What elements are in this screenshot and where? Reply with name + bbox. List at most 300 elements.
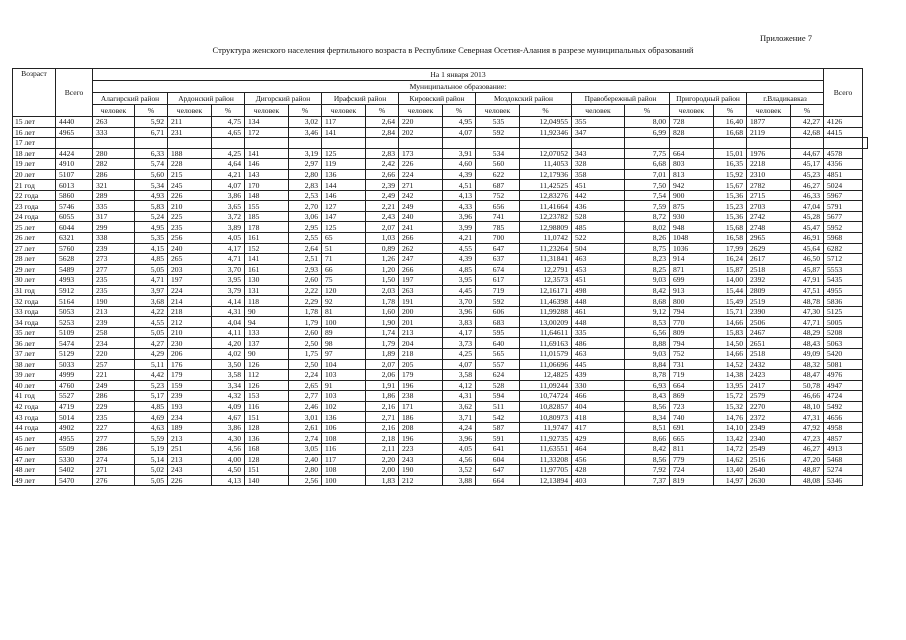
percent-cell: 5,02	[135, 465, 168, 476]
table-row	[13, 275, 868, 286]
percent-cell: 4,05	[443, 443, 476, 454]
unit-percent-header: %	[289, 105, 322, 117]
count-cell: 451	[572, 180, 625, 191]
total-right-cell: 5081	[824, 359, 863, 370]
count-cell: 2742	[747, 211, 791, 222]
percent-cell: 3,88	[443, 475, 476, 486]
count-cell: 624	[476, 370, 520, 381]
count-cell: 179	[399, 370, 443, 381]
count-cell: 201	[399, 317, 443, 328]
table-row	[13, 169, 868, 180]
percent-cell: 0,89	[366, 243, 399, 254]
percent-cell: 46,27	[791, 443, 824, 454]
count-cell: 98	[322, 338, 366, 349]
percent-cell: 14,52	[714, 359, 747, 370]
percent-cell: 8,51	[625, 422, 670, 433]
percent-cell: 2,80	[289, 169, 322, 180]
count-cell: 1048	[670, 233, 714, 244]
total-right-cell: 4724	[824, 391, 863, 402]
percent-cell: 4,33	[443, 201, 476, 212]
percent-cell: 2,71	[366, 412, 399, 423]
age-cell: 34 года	[13, 317, 56, 328]
count-cell: 299	[93, 222, 135, 233]
count-cell: 779	[670, 454, 714, 465]
count-cell: 641	[476, 443, 520, 454]
count-cell: 103	[322, 370, 366, 381]
count-cell: 828	[670, 127, 714, 138]
count-cell: 819	[670, 475, 714, 486]
percent-cell: 4,20	[212, 338, 245, 349]
count-cell: 186	[399, 412, 443, 423]
count-cell: 2703	[747, 201, 791, 212]
percent-cell: 45,64	[791, 243, 824, 254]
count-cell: 740	[670, 412, 714, 423]
percent-cell: 3,19	[289, 148, 322, 159]
percent-cell: 4,85	[443, 264, 476, 275]
percent-cell: 16,40	[714, 117, 747, 128]
count-cell: 103	[322, 391, 366, 402]
count-cell: 448	[572, 296, 625, 307]
percent-cell: 11,31841	[520, 254, 572, 265]
age-cell: 18 лет	[13, 148, 56, 159]
count-cell: 528	[572, 211, 625, 222]
count-cell: 116	[245, 401, 289, 412]
percent-cell: 47,23	[791, 433, 824, 444]
count-cell: 242	[399, 190, 443, 201]
percent-cell: 45,17	[791, 159, 824, 170]
percent-cell: 2,16	[366, 401, 399, 412]
age-cell: 37 лет	[13, 349, 56, 360]
percent-cell: 12,23782	[520, 211, 572, 222]
percent-cell: 1,50	[366, 275, 399, 286]
count-cell: 231	[168, 127, 212, 138]
total-cell: 5107	[56, 169, 93, 180]
percent-cell: 11,01579	[520, 349, 572, 360]
count-cell: 108	[322, 465, 366, 476]
percent-cell: 14,00	[714, 275, 747, 286]
count-cell: 211	[168, 117, 212, 128]
age-cell: 21 год	[13, 180, 56, 191]
table-row	[13, 465, 868, 476]
percent-cell: 2,70	[289, 201, 322, 212]
count-cell: 137	[245, 338, 289, 349]
age-cell: 33 года	[13, 306, 56, 317]
age-cell: 23 года	[13, 201, 56, 212]
count-cell: 2432	[747, 359, 791, 370]
count-cell: 699	[670, 275, 714, 286]
age-cell: 49 лет	[13, 475, 56, 486]
count-cell: 116	[322, 443, 366, 454]
percent-cell: 15,32	[714, 401, 747, 412]
count-cell: 428	[572, 465, 625, 476]
total-cell: 4719	[56, 401, 93, 412]
count-cell: 200	[399, 306, 443, 317]
total-right-cell: 4126	[824, 117, 863, 128]
percent-cell: 3,46	[289, 127, 322, 138]
count-cell: 226	[168, 475, 212, 486]
percent-cell: 13,42	[714, 433, 747, 444]
count-cell: 445	[572, 359, 625, 370]
total-right-cell: 4958	[824, 422, 863, 433]
percent-cell: 4,17	[443, 327, 476, 338]
percent-cell: 4,69	[135, 412, 168, 423]
table-row	[13, 180, 868, 191]
percent-cell: 14,50	[714, 338, 747, 349]
percent-cell: 4,55	[443, 243, 476, 254]
count-cell: 125	[322, 148, 366, 159]
age-cell: 19 лет	[13, 159, 56, 170]
district-header: Алагирский район	[93, 93, 168, 105]
percent-cell: 2,11	[366, 443, 399, 454]
count-cell	[93, 138, 135, 149]
count-cell: 210	[168, 201, 212, 212]
count-cell: 224	[168, 285, 212, 296]
unit-header-row	[13, 105, 868, 117]
count-cell: 155	[245, 201, 289, 212]
percent-cell: 4,51	[443, 180, 476, 191]
percent-cell: 44,67	[791, 148, 824, 159]
count-cell: 1036	[670, 243, 714, 254]
percent-cell: 5,05	[135, 475, 168, 486]
count-cell: 245	[168, 180, 212, 191]
count-cell: 100	[322, 475, 366, 486]
percent-cell: 3,79	[212, 285, 245, 296]
count-cell: 247	[399, 254, 443, 265]
percent-cell: 4,85	[135, 401, 168, 412]
age-cell: 38 лет	[13, 359, 56, 370]
percent-cell: 4,93	[135, 190, 168, 201]
percent-cell: 6,56	[625, 327, 670, 338]
count-cell: 347	[572, 127, 625, 138]
percent-cell: 2,39	[366, 180, 399, 191]
percent-cell: 3,68	[135, 296, 168, 307]
count-cell: 2423	[747, 370, 791, 381]
count-cell: 2518	[747, 264, 791, 275]
count-cell: 188	[168, 148, 212, 159]
count-cell: 178	[245, 222, 289, 233]
percent-cell: 11,64611	[520, 327, 572, 338]
percent-cell: 9,03	[625, 349, 670, 360]
count-cell: 511	[476, 401, 520, 412]
count-cell: 464	[572, 443, 625, 454]
count-cell: 542	[476, 412, 520, 423]
count-cell: 240	[168, 243, 212, 254]
percent-cell: 8,66	[625, 433, 670, 444]
count-cell: 2630	[747, 475, 791, 486]
count-cell: 277	[93, 264, 135, 275]
count-cell	[322, 138, 366, 149]
age-cell: 28 лет	[13, 254, 56, 265]
count-cell: 277	[93, 433, 135, 444]
percent-cell: 4,07	[443, 127, 476, 138]
percent-cell: 7,37	[625, 475, 670, 486]
percent-cell: 14,72	[714, 443, 747, 454]
percent-cell: 4,04	[212, 317, 245, 328]
count-cell: 274	[93, 454, 135, 465]
count-cell: 809	[670, 327, 714, 338]
total-cell: 5509	[56, 443, 93, 454]
count-cell: 664	[670, 148, 714, 159]
count-cell: 118	[245, 296, 289, 307]
percent-cell: 3,62	[443, 401, 476, 412]
count-cell: 869	[670, 391, 714, 402]
count-cell: 317	[93, 211, 135, 222]
percent-cell: 2,64	[289, 243, 322, 254]
age-cell: 26 лет	[13, 233, 56, 244]
total-right-cell: 5024	[824, 180, 863, 191]
total-right-cell: 4356	[824, 159, 863, 170]
count-cell: 594	[476, 391, 520, 402]
count-cell: 125	[322, 222, 366, 233]
count-cell: 66	[322, 264, 366, 275]
count-cell: 942	[670, 180, 714, 191]
age-cell: 22 года	[13, 190, 56, 201]
table-row	[13, 127, 868, 138]
total-right-cell: 5952	[824, 222, 863, 233]
age-header: Возраст	[13, 69, 56, 117]
count-cell: 2310	[747, 169, 791, 180]
count-cell: 289	[93, 190, 135, 201]
count-cell: 161	[245, 233, 289, 244]
percent-cell: 4,63	[135, 422, 168, 433]
percent-cell: 4,71	[212, 254, 245, 265]
total-right-cell: 5492	[824, 401, 863, 412]
count-cell: 1877	[747, 117, 791, 128]
percent-cell: 11,41664	[520, 201, 572, 212]
percent-cell: 5,34	[135, 180, 168, 191]
percent-cell: 4,25	[212, 148, 245, 159]
percent-cell: 11,06696	[520, 359, 572, 370]
percent-cell: 1,89	[366, 349, 399, 360]
count-cell: 2518	[747, 349, 791, 360]
percent-cell: 48,87	[791, 465, 824, 476]
percent-cell: 15,72	[714, 391, 747, 402]
percent-cell: 2,83	[366, 148, 399, 159]
table-row	[13, 380, 868, 391]
percent-cell: 2,00	[366, 465, 399, 476]
percent-cell: 11,33208	[520, 454, 572, 465]
table-row	[13, 285, 868, 296]
count-cell: 133	[245, 327, 289, 338]
total-right-cell: 4415	[824, 127, 863, 138]
total-cell: 5129	[56, 349, 93, 360]
percent-cell: 48,08	[791, 475, 824, 486]
count-cell: 136	[322, 412, 366, 423]
percent-cell: 4,00	[212, 454, 245, 465]
count-cell: 144	[322, 180, 366, 191]
percent-cell: 11,0742	[520, 233, 572, 244]
count-cell: 153	[245, 391, 289, 402]
total-cell: 5109	[56, 327, 93, 338]
percent-cell: 5,92	[135, 117, 168, 128]
percent-cell: 3,70	[443, 296, 476, 307]
unit-person-header: человек	[670, 105, 714, 117]
percent-cell: 3,89	[212, 222, 245, 233]
count-cell: 404	[572, 401, 625, 412]
percent-cell: 14,10	[714, 422, 747, 433]
count-cell: 2748	[747, 222, 791, 233]
percent-cell: 15,68	[714, 222, 747, 233]
count-cell: 534	[476, 148, 520, 159]
table-row	[13, 296, 868, 307]
unit-percent-header: %	[135, 105, 168, 117]
percent-cell: 8,02	[625, 222, 670, 233]
count-cell: 2372	[747, 412, 791, 423]
percent-cell: 4,11	[212, 327, 245, 338]
percent-cell	[520, 138, 572, 149]
date-header: На 1 января 2013	[93, 69, 824, 81]
count-cell: 117	[322, 117, 366, 128]
count-cell: 146	[322, 190, 366, 201]
percent-cell: 1,26	[366, 254, 399, 265]
percent-cell: 2,21	[366, 201, 399, 212]
count-cell: 900	[670, 190, 714, 201]
count-cell: 239	[93, 243, 135, 254]
total-cell: 4993	[56, 275, 93, 286]
count-cell: 227	[93, 422, 135, 433]
percent-cell: 5,24	[135, 211, 168, 222]
percent-cell: 47,30	[791, 306, 824, 317]
count-cell: 2516	[747, 454, 791, 465]
percent-cell: 9,12	[625, 306, 670, 317]
total-right-cell: 5063	[824, 338, 863, 349]
count-cell: 234	[168, 412, 212, 423]
count-cell: 595	[476, 327, 520, 338]
percent-cell: 46,50	[791, 254, 824, 265]
count-cell: 803	[670, 159, 714, 170]
total-cell: 5912	[56, 285, 93, 296]
percent-cell: 13,40	[714, 465, 747, 476]
percent-cell: 4,25	[443, 349, 476, 360]
count-cell: 723	[670, 401, 714, 412]
percent-cell: 2,55	[289, 233, 322, 244]
count-cell: 212	[399, 475, 443, 486]
count-cell: 214	[168, 296, 212, 307]
count-cell: 239	[93, 317, 135, 328]
count-cell: 2809	[747, 285, 791, 296]
percent-cell: 13,00209	[520, 317, 572, 328]
count-cell: 785	[476, 222, 520, 233]
count-cell	[824, 138, 863, 149]
count-cell: 2119	[747, 127, 791, 138]
count-cell: 243	[168, 465, 212, 476]
age-cell: 47 лет	[13, 454, 56, 465]
total-cell: 5527	[56, 391, 93, 402]
percent-cell: 48,78	[791, 296, 824, 307]
count-cell: 656	[476, 201, 520, 212]
percent-cell: 3,34	[212, 380, 245, 391]
population-table	[12, 68, 868, 486]
count-cell: 65	[322, 233, 366, 244]
percent-cell: 4,14	[212, 296, 245, 307]
count-cell: 208	[399, 422, 443, 433]
percent-cell: 5,83	[135, 201, 168, 212]
percent-cell: 48,29	[791, 327, 824, 338]
count-cell: 335	[93, 201, 135, 212]
count-cell: 94	[245, 317, 289, 328]
total-cell: 5746	[56, 201, 93, 212]
percent-cell: 14,97	[714, 475, 747, 486]
district-header: Пригородный район	[670, 93, 747, 105]
percent-cell: 14,66	[714, 349, 747, 360]
count-cell: 2629	[747, 243, 791, 254]
total-cell: 4760	[56, 380, 93, 391]
count-cell: 147	[322, 211, 366, 222]
percent-cell: 4,29	[135, 349, 168, 360]
total-cell: 5330	[56, 454, 93, 465]
count-cell: 196	[399, 380, 443, 391]
total-right-cell: 6282	[824, 243, 863, 254]
percent-cell: 10,74724	[520, 391, 572, 402]
total-cell: 4424	[56, 148, 93, 159]
count-cell: 622	[476, 169, 520, 180]
count-cell: 215	[168, 169, 212, 180]
percent-cell: 3,52	[443, 465, 476, 476]
unit-person-header: человек	[747, 105, 791, 117]
count-cell: 249	[93, 380, 135, 391]
total-cell: 5014	[56, 412, 93, 423]
percent-cell: 8,34	[625, 412, 670, 423]
percent-cell: 1,75	[289, 349, 322, 360]
count-cell: 691	[670, 422, 714, 433]
total-right-cell: 5420	[824, 349, 863, 360]
appendix-label: Приложение 7	[760, 33, 812, 43]
count-cell: 213	[168, 433, 212, 444]
count-cell: 168	[245, 443, 289, 454]
percent-cell: 47,71	[791, 317, 824, 328]
count-cell: 243	[399, 454, 443, 465]
count-cell: 592	[476, 127, 520, 138]
percent-cell: 2,51	[289, 254, 322, 265]
count-cell: 343	[572, 148, 625, 159]
percent-cell: 5,14	[135, 454, 168, 465]
percent-cell: 4,07	[212, 180, 245, 191]
percent-cell: 4,13	[212, 475, 245, 486]
percent-cell: 13,95	[714, 380, 747, 391]
percent-cell: 2,84	[366, 127, 399, 138]
count-cell	[399, 138, 443, 149]
percent-cell: 1,90	[366, 317, 399, 328]
count-cell: 193	[168, 401, 212, 412]
percent-cell: 3,91	[443, 148, 476, 159]
percent-cell: 4,22	[135, 306, 168, 317]
age-cell: 32 года	[13, 296, 56, 307]
total-right-header: Всего	[824, 69, 863, 117]
percent-cell: 3,65	[212, 201, 245, 212]
percent-cell: 11,92346	[520, 127, 572, 138]
percent-cell: 1,03	[366, 233, 399, 244]
percent-cell: 2,74	[289, 433, 322, 444]
count-cell: 258	[93, 327, 135, 338]
total-right-cell: 5712	[824, 254, 863, 265]
table-row	[13, 148, 868, 159]
percent-cell: 2,66	[366, 169, 399, 180]
percent-cell: 14,38	[714, 370, 747, 381]
table-row	[13, 159, 868, 170]
count-cell: 221	[93, 370, 135, 381]
unit-person-header: человек	[245, 105, 289, 117]
percent-cell: 2,56	[289, 475, 322, 486]
count-cell: 225	[168, 211, 212, 222]
percent-cell: 2,93	[289, 264, 322, 275]
count-cell: 229	[93, 401, 135, 412]
percent-cell: 15,71	[714, 306, 747, 317]
total-cell: 4902	[56, 422, 93, 433]
percent-cell: 11,69163	[520, 338, 572, 349]
count-cell: 173	[399, 148, 443, 159]
unit-person-header: человек	[399, 105, 443, 117]
percent-cell: 2,18	[366, 433, 399, 444]
